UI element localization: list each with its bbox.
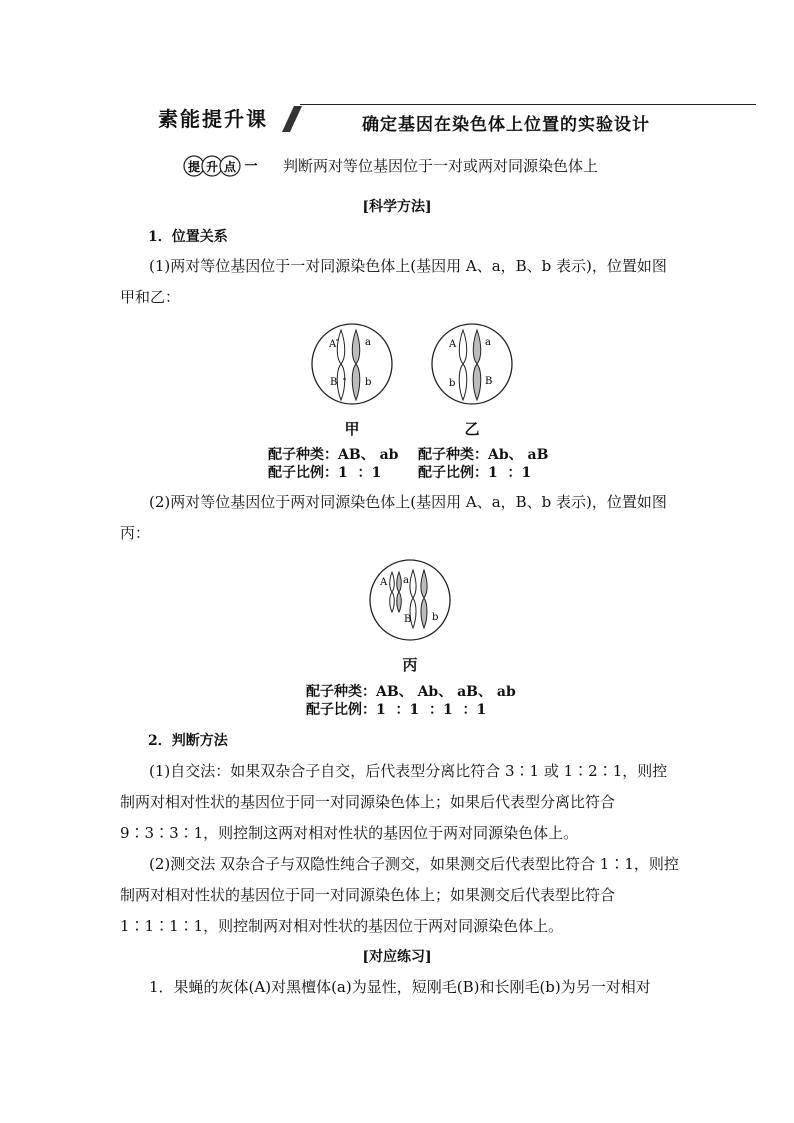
gene-label-A: A: [329, 339, 337, 350]
gene-label-b: b: [365, 377, 372, 388]
cell-diagram-jia: [310, 322, 394, 406]
paragraph-position-1: (1)两对等位基因位于一对同源染色体上(基因用 A、a，B、b 表示)，位置如图甲和乙：: [120, 257, 667, 306]
header-slash-icon: [282, 104, 304, 134]
badge-char-4: 一: [244, 159, 258, 174]
lesson-label: 素能提升课: [158, 107, 268, 131]
header-rule: [300, 104, 756, 105]
section-heading-method: [科学方法]: [362, 199, 432, 215]
gene-label-a: a: [485, 337, 491, 348]
gene-label-b: b: [449, 378, 456, 389]
subheading-method: 2．判断方法: [148, 733, 228, 749]
gamete-types-bing: 配子种类：AB、 Ab、 aB、 ab: [306, 684, 516, 700]
gamete-ratio-jia: 配子比例：1 ：1: [268, 465, 382, 481]
gene-label-a: a: [403, 575, 409, 586]
section-heading-exercise: [对应练习]: [362, 949, 432, 965]
point-title: 判断两对等位基因位于一对或两对同源染色体上: [283, 157, 599, 175]
gene-label-A: A: [380, 577, 388, 588]
gene-label-A: A: [449, 339, 457, 350]
cell-diagram-yi: [430, 322, 514, 406]
caption-jia: 甲: [344, 420, 360, 438]
caption-yi: 乙: [464, 420, 480, 438]
gene-label-a: a: [365, 337, 371, 348]
cell-diagram-bing: [368, 558, 452, 642]
paragraph-testcross: (2)测交法 双杂合子与双隐性纯合子测交，如果测交后代表型比符合 1∶1，则控制两对相对性状的基因位于同一对同源染色体上；如果测交后代表型比符合 1∶1∶1∶1，则控制两对相对性状的基因位于两对同源染色体上。: [120, 855, 679, 935]
gamete-types-jia: 配子种类：AB、 ab: [268, 447, 399, 463]
gene-label-B: B: [404, 614, 412, 625]
subheading-position: 1．位置关系: [148, 229, 228, 245]
badge-char-1: 提: [187, 160, 201, 174]
badge-char-2: 升: [205, 160, 219, 174]
badge-char-3: 点: [223, 160, 237, 174]
exercise-question-1: 1．果蝇的灰体(A)对黑檀体(a)为显性，短刚毛(B)和长刚毛(b)为另一对相对: [149, 978, 651, 996]
gene-label-b: b: [432, 612, 439, 623]
paragraph-selfing: (1)自交法：如果双杂合子自交，后代表型分离比符合 3∶1 或 1∶2∶1，则控制两对相对性状的基因位于同一对同源染色体上；如果后代表型分离比符合 9∶3∶3∶1，则控制这两对相对性状的基因位于两对同源染色体上。: [120, 762, 668, 842]
gamete-ratio-yi: 配子比例：1 ：1: [418, 465, 532, 481]
point-badge: [183, 155, 265, 177]
page-title: 确定基因在染色体上位置的实验设计: [362, 115, 650, 135]
gamete-ratio-bing: 配子比例：1 ：1 ：1 ：1: [306, 702, 487, 718]
caption-bing: 丙: [402, 656, 418, 674]
gene-label-B: B: [330, 377, 338, 388]
paragraph-position-2: (2)两对等位基因位于两对同源染色体上(基因用 A、a，B、b 表示)，位置如图丙：: [120, 493, 667, 542]
gamete-types-yi: 配子种类：Ab、 aB: [418, 447, 549, 463]
gene-label-B: B: [485, 376, 493, 387]
